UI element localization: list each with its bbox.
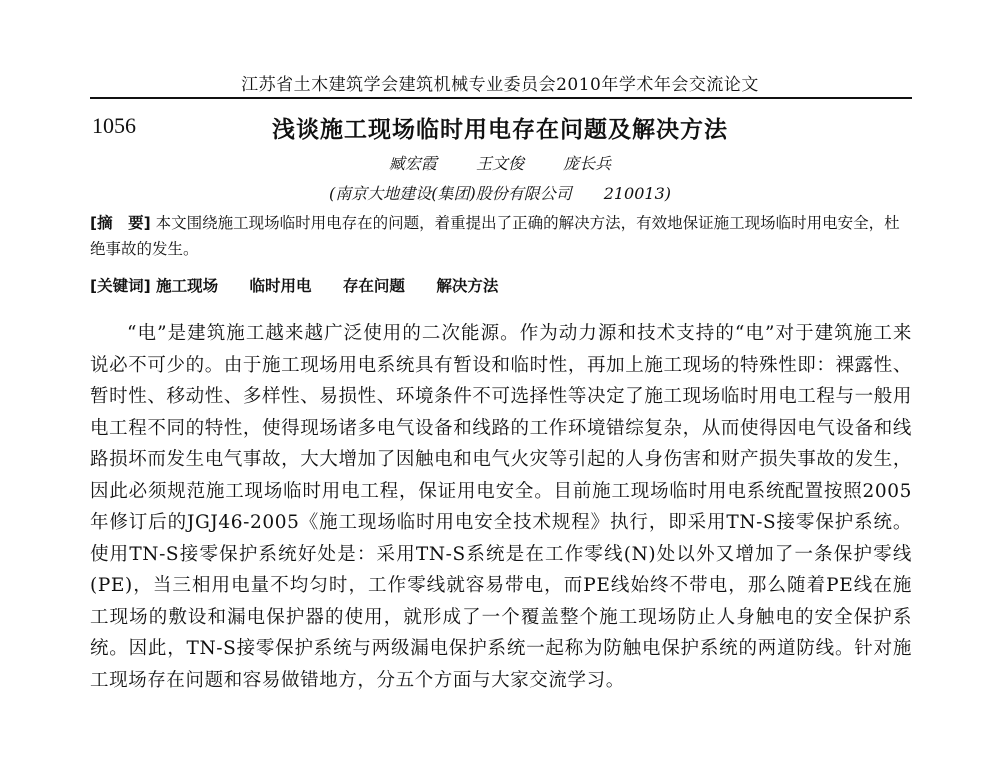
keyword: 施工现场 xyxy=(156,277,219,295)
author-list xyxy=(0,151,1000,174)
author-name: 臧宏霞 xyxy=(388,154,437,173)
page-number: 1056 xyxy=(92,113,136,138)
paper-title: 浅谈施工现场临时用电存在问题及解决方法 xyxy=(272,117,728,143)
header-divider xyxy=(90,97,912,99)
keyword: 临时用电 xyxy=(249,277,312,295)
keywords-label: [关键词] xyxy=(90,277,151,295)
author-name: 庞长兵 xyxy=(563,154,612,173)
author-name: 王文俊 xyxy=(475,154,524,173)
keywords xyxy=(90,273,912,299)
keyword: 解决方法 xyxy=(436,277,499,295)
running-header: 江苏省土木建筑学会建筑机械专业委员会2010年学术年会交流论文 xyxy=(241,75,759,95)
abstract-label: [摘 要] xyxy=(90,214,151,232)
abstract xyxy=(90,210,912,262)
abstract-text: 本文围绕施工现场临时用电存在的问题，着重提出了正确的解决方法，有效地保证施工现场临时用电安全，杜绝事故的发生。 xyxy=(90,214,900,258)
author-affiliation: (南京大地建设(集团)股份有限公司 210013) xyxy=(328,184,672,203)
body-paragraph: “电”是建筑施工越来越广泛使用的二次能源。作为动力源和技术支持的“电”对于建筑施工来说必不可少的。由于施工现场用电系统具有暂设和临时性，再加上施工现场的特殊性即：裸露性、暂时性、移动性、多样性、易损性、环境条件不可选择性等决定了施工现场临时用电工程与一般用电工程不同的特性，使得现场诸多电气设备和线路的工作环境错综复杂，从而使得因电气设备和线路损坏而发生电气事故，大大增加了因触电和电气火灾等引起的人身伤害和财产损失事故的发生，因此必须规范施工现场临时用电工程，保证用电安全。目前施工现场临时用电系统配置按照2005年修订后的JGJ46-2005《施工现场临时用电安全技术规程》执行，即采用TN-S接零保护系统。使用TN-S接零保护系统好处是：采用TN-S系统是在工作零线(N)处以外又增加了一条保护零线(PE)，当三相用电量不均匀时，工作零线就容易带电，而PE线始终不带电，那么随着PE线在施工现场的敷设和漏电保护器的使用，就形成了一个覆盖整个施工现场防止人身触电的安全保护系统。因此，TN-S接零保护系统与两级漏电保护系统一起称为防触电保护系统的两道防线。针对施工现场存在问题和容易做错地方，分五个方面与大家交流学习。 xyxy=(90,323,912,691)
keyword: 存在问题 xyxy=(342,277,405,295)
